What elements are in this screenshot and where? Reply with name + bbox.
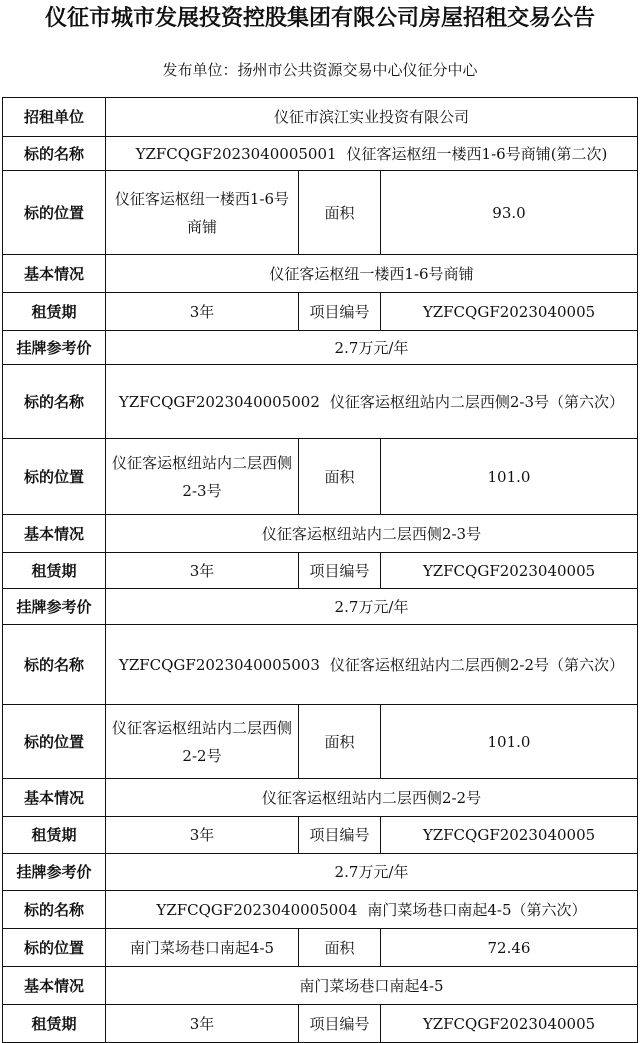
- tenderer-label: 招租单位: [3, 98, 106, 137]
- notice-title: 仪征市城市发展投资控股集团有限公司房屋招租交易公告: [44, 6, 595, 31]
- basic-label: 基本情况: [3, 779, 106, 817]
- item-code: YZFCQGF2023040005004: [156, 900, 358, 919]
- lease-table: [2, 97, 638, 1043]
- item-location: 仪征客运枢纽一楼西1-6号商铺: [106, 171, 299, 255]
- item-1-basic-row: [3, 255, 638, 293]
- location-label: 标的位置: [3, 171, 106, 255]
- name-label: 标的名称: [3, 891, 106, 929]
- basic-label: 基本情况: [3, 967, 106, 1005]
- item-2-location-row: [3, 439, 638, 515]
- area-label: 面积: [299, 439, 381, 515]
- item-code: YZFCQGF2023040005002: [118, 392, 320, 411]
- item-term: 3年: [106, 293, 299, 331]
- item-1-location-row: [3, 171, 638, 255]
- item-3-location-row: [3, 705, 638, 779]
- item-price: 2.7万元/年: [106, 589, 638, 625]
- item-4-name-row: [3, 891, 638, 929]
- location-label: 标的位置: [3, 439, 106, 515]
- item-area: 101.0: [381, 705, 638, 779]
- basic-label: 基本情况: [3, 255, 106, 293]
- price-label: 挂牌参考价: [3, 589, 106, 625]
- item-name: 仪征客运枢纽一楼西1-6号商铺(第二次): [346, 144, 608, 163]
- term-label: 租赁期: [3, 1005, 106, 1043]
- item-term: 3年: [106, 553, 299, 589]
- item-location: 仪征客运枢纽站内二层西侧2-2号: [106, 705, 299, 779]
- basic-label: 基本情况: [3, 515, 106, 553]
- location-label: 标的位置: [3, 929, 106, 967]
- item-project-no: YZFCQGF2023040005: [381, 1005, 638, 1043]
- item-basic: 仪征客运枢纽站内二层西侧2-3号: [106, 515, 638, 553]
- item-3-term-row: [3, 817, 638, 854]
- name-label: 标的名称: [3, 365, 106, 439]
- item-4-location-row: [3, 929, 638, 967]
- item-2-name-row: [3, 365, 638, 439]
- item-3-price-row: [3, 854, 638, 891]
- name-label: 标的名称: [3, 137, 106, 171]
- item-term: 3年: [106, 817, 299, 854]
- item-3-basic-row: [3, 779, 638, 817]
- item-area: 101.0: [381, 439, 638, 515]
- item-basic: 仪征客运枢纽站内二层西侧2-2号: [106, 779, 638, 817]
- item-name-cell: [106, 891, 638, 929]
- item-4-basic-row: [3, 967, 638, 1005]
- project-no-label: 项目编号: [299, 817, 381, 854]
- publisher-line: 发布单位：扬州市公共资源交易中心仪征分中心: [162, 61, 478, 79]
- item-basic: 仪征客运枢纽一楼西1-6号商铺: [106, 255, 638, 293]
- item-name: 仪征客运枢纽站内二层西侧2-3号（第六次）: [329, 392, 625, 411]
- item-1-term-row: [3, 293, 638, 331]
- item-1-price-row: [3, 331, 638, 365]
- item-2-term-row: [3, 553, 638, 589]
- item-price: 2.7万元/年: [106, 331, 638, 365]
- item-basic: 南门菜场巷口南起4-5: [106, 967, 638, 1005]
- term-label: 租赁期: [3, 817, 106, 854]
- item-name: 仪征客运枢纽站内二层西侧2-2号（第六次）: [329, 655, 625, 674]
- area-label: 面积: [299, 929, 381, 967]
- price-label: 挂牌参考价: [3, 854, 106, 891]
- item-name-cell: [106, 625, 638, 705]
- item-2-price-row: [3, 589, 638, 625]
- item-name-cell: [106, 137, 638, 171]
- term-label: 租赁期: [3, 293, 106, 331]
- area-label: 面积: [299, 171, 381, 255]
- tenderer-value: 仪征市滨江实业投资有限公司: [106, 98, 638, 137]
- term-label: 租赁期: [3, 553, 106, 589]
- item-name-cell: [106, 365, 638, 439]
- item-code: YZFCQGF2023040005003: [118, 655, 320, 674]
- item-area: 93.0: [381, 171, 638, 255]
- project-no-label: 项目编号: [299, 553, 381, 589]
- area-label: 面积: [299, 705, 381, 779]
- item-price: 2.7万元/年: [106, 854, 638, 891]
- item-code: YZFCQGF2023040005001: [135, 144, 337, 163]
- tenderer-row: [3, 98, 638, 137]
- item-area: 72.46: [381, 929, 638, 967]
- project-no-label: 项目编号: [299, 1005, 381, 1043]
- item-term: 3年: [106, 1005, 299, 1043]
- item-location: 仪征客运枢纽站内二层西侧2-3号: [106, 439, 299, 515]
- item-3-name-row: [3, 625, 638, 705]
- item-1-name-row: [3, 137, 638, 171]
- item-name: 南门菜场巷口南起4-5（第六次）: [367, 900, 587, 919]
- location-label: 标的位置: [3, 705, 106, 779]
- project-no-label: 项目编号: [299, 293, 381, 331]
- item-2-basic-row: [3, 515, 638, 553]
- name-label: 标的名称: [3, 625, 106, 705]
- item-project-no: YZFCQGF2023040005: [381, 293, 638, 331]
- item-project-no: YZFCQGF2023040005: [381, 553, 638, 589]
- item-project-no: YZFCQGF2023040005: [381, 817, 638, 854]
- price-label: 挂牌参考价: [3, 331, 106, 365]
- item-location: 南门菜场巷口南起4-5: [106, 929, 299, 967]
